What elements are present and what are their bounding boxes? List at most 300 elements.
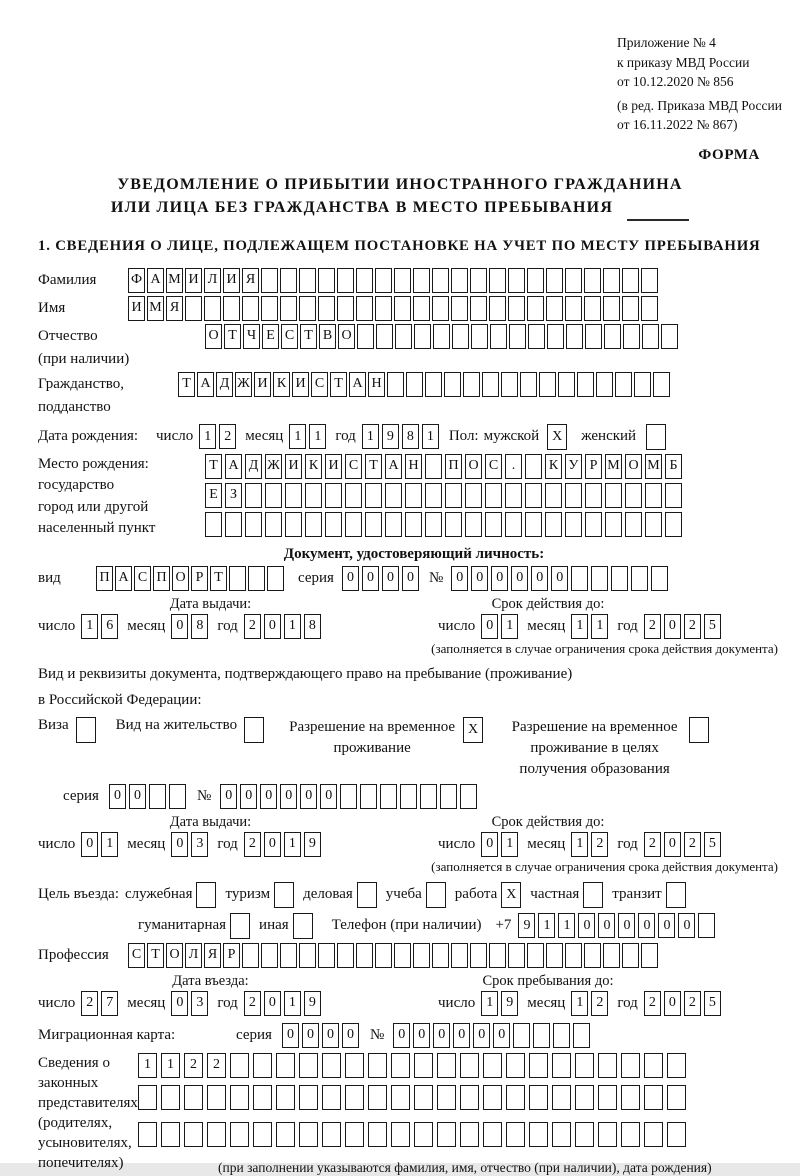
- char-cell[interactable]: [229, 566, 246, 591]
- char-cell[interactable]: [385, 483, 402, 508]
- day-cell[interactable]: 0: [481, 832, 498, 857]
- day-cell[interactable]: 1: [101, 832, 118, 857]
- number-cell[interactable]: [460, 784, 477, 809]
- char-cell[interactable]: [425, 372, 442, 397]
- number-cell[interactable]: [533, 1023, 550, 1048]
- day-cell[interactable]: 1: [481, 991, 498, 1016]
- year-cell[interactable]: 9: [304, 991, 321, 1016]
- char-cell[interactable]: [489, 296, 506, 321]
- char-cell[interactable]: [318, 296, 335, 321]
- year-cell[interactable]: 0: [664, 991, 681, 1016]
- number-cell[interactable]: [611, 566, 628, 591]
- char-cell[interactable]: У: [565, 454, 582, 479]
- char-cell[interactable]: [451, 943, 468, 968]
- year-cell[interactable]: 0: [264, 614, 281, 639]
- year-cell[interactable]: 2: [644, 991, 661, 1016]
- char-cell[interactable]: [483, 1085, 502, 1110]
- series-cell[interactable]: 0: [282, 1023, 299, 1048]
- char-cell[interactable]: [615, 372, 632, 397]
- purpose-private-checkbox[interactable]: [583, 882, 603, 908]
- char-cell[interactable]: [575, 1122, 594, 1147]
- number-cell[interactable]: 0: [491, 566, 508, 591]
- year-cell[interactable]: 0: [264, 991, 281, 1016]
- char-cell[interactable]: [230, 1122, 249, 1147]
- residence-permit-checkbox[interactable]: [244, 717, 264, 743]
- phone-digit-cell[interactable]: 9: [518, 913, 535, 938]
- year-cell[interactable]: 1: [284, 991, 301, 1016]
- char-cell[interactable]: [414, 1053, 433, 1078]
- char-cell[interactable]: [322, 1053, 341, 1078]
- char-cell[interactable]: [622, 268, 639, 293]
- char-cell[interactable]: [242, 296, 259, 321]
- number-cell[interactable]: [573, 1023, 590, 1048]
- series-cell[interactable]: [149, 784, 166, 809]
- number-cell[interactable]: [440, 784, 457, 809]
- char-cell[interactable]: [280, 268, 297, 293]
- char-cell[interactable]: [387, 372, 404, 397]
- month-cell[interactable]: 3: [191, 832, 208, 857]
- char-cell[interactable]: В: [319, 324, 336, 349]
- char-cell[interactable]: [545, 512, 562, 537]
- char-cell[interactable]: [625, 483, 642, 508]
- char-cell[interactable]: [365, 483, 382, 508]
- char-cell[interactable]: [337, 268, 354, 293]
- char-cell[interactable]: [184, 1122, 203, 1147]
- year-cell[interactable]: 1: [284, 614, 301, 639]
- char-cell[interactable]: [483, 1053, 502, 1078]
- series-cell[interactable]: 0: [402, 566, 419, 591]
- char-cell[interactable]: [525, 483, 542, 508]
- char-cell[interactable]: [584, 268, 601, 293]
- year-cell[interactable]: 2: [644, 614, 661, 639]
- char-cell[interactable]: [280, 296, 297, 321]
- temporary-residence-education-checkbox[interactable]: [689, 717, 709, 743]
- purpose-other-checkbox[interactable]: [293, 913, 313, 939]
- char-cell[interactable]: Р: [585, 454, 602, 479]
- char-cell[interactable]: [641, 296, 658, 321]
- purpose-business-checkbox[interactable]: [357, 882, 377, 908]
- number-cell[interactable]: [340, 784, 357, 809]
- series-cell[interactable]: 0: [342, 1023, 359, 1048]
- char-cell[interactable]: [641, 268, 658, 293]
- char-cell[interactable]: [413, 943, 430, 968]
- number-cell[interactable]: 0: [531, 566, 548, 591]
- char-cell[interactable]: [345, 1085, 364, 1110]
- char-cell[interactable]: [622, 296, 639, 321]
- purpose-study-checkbox[interactable]: [426, 882, 446, 908]
- char-cell[interactable]: [391, 1085, 410, 1110]
- char-cell[interactable]: [413, 296, 430, 321]
- char-cell[interactable]: [376, 324, 393, 349]
- year-cell[interactable]: 2: [684, 614, 701, 639]
- char-cell[interactable]: [546, 268, 563, 293]
- char-cell[interactable]: [485, 483, 502, 508]
- char-cell[interactable]: Т: [178, 372, 195, 397]
- char-cell[interactable]: [444, 372, 461, 397]
- day-cell[interactable]: 9: [501, 991, 518, 1016]
- char-cell[interactable]: Е: [262, 324, 279, 349]
- char-cell[interactable]: [508, 943, 525, 968]
- char-cell[interactable]: К: [545, 454, 562, 479]
- char-cell[interactable]: [621, 1053, 640, 1078]
- char-cell[interactable]: [253, 1122, 272, 1147]
- char-cell[interactable]: М: [147, 296, 164, 321]
- char-cell[interactable]: И: [285, 454, 302, 479]
- char-cell[interactable]: С: [281, 324, 298, 349]
- char-cell[interactable]: [261, 943, 278, 968]
- year-cell[interactable]: 2: [684, 991, 701, 1016]
- char-cell[interactable]: [161, 1085, 180, 1110]
- char-cell[interactable]: Т: [330, 372, 347, 397]
- char-cell[interactable]: [299, 1085, 318, 1110]
- char-cell[interactable]: О: [166, 943, 183, 968]
- char-cell[interactable]: Д: [216, 372, 233, 397]
- series-cell[interactable]: 0: [129, 784, 146, 809]
- char-cell[interactable]: [138, 1085, 157, 1110]
- char-cell[interactable]: [565, 512, 582, 537]
- char-cell[interactable]: [552, 1122, 571, 1147]
- char-cell[interactable]: Ч: [243, 324, 260, 349]
- char-cell[interactable]: [385, 512, 402, 537]
- purpose-business-trip-checkbox[interactable]: [196, 882, 216, 908]
- char-cell[interactable]: [322, 1085, 341, 1110]
- month-cell[interactable]: 1: [591, 614, 608, 639]
- char-cell[interactable]: [485, 512, 502, 537]
- char-cell[interactable]: Н: [368, 372, 385, 397]
- month-cell[interactable]: 2: [591, 832, 608, 857]
- char-cell[interactable]: [445, 483, 462, 508]
- char-cell[interactable]: Ж: [235, 372, 252, 397]
- phone-digit-cell[interactable]: 1: [558, 913, 575, 938]
- char-cell[interactable]: .: [505, 454, 522, 479]
- char-cell[interactable]: [375, 268, 392, 293]
- month-cell[interactable]: 8: [191, 614, 208, 639]
- char-cell[interactable]: [413, 268, 430, 293]
- phone-digit-cell[interactable]: 0: [618, 913, 635, 938]
- char-cell[interactable]: [356, 268, 373, 293]
- year-cell[interactable]: 0: [664, 832, 681, 857]
- char-cell[interactable]: Ф: [128, 268, 145, 293]
- char-cell[interactable]: А: [147, 268, 164, 293]
- birth-year-cell[interactable]: 1: [362, 424, 379, 449]
- char-cell[interactable]: [653, 372, 670, 397]
- char-cell[interactable]: [490, 324, 507, 349]
- phone-digit-cell[interactable]: 0: [658, 913, 675, 938]
- char-cell[interactable]: [345, 1122, 364, 1147]
- year-cell[interactable]: 2: [244, 991, 261, 1016]
- char-cell[interactable]: [623, 324, 640, 349]
- number-cell[interactable]: [651, 566, 668, 591]
- char-cell[interactable]: А: [225, 454, 242, 479]
- char-cell[interactable]: [577, 372, 594, 397]
- birth-year-cell[interactable]: 8: [402, 424, 419, 449]
- char-cell[interactable]: [432, 268, 449, 293]
- year-cell[interactable]: 2: [244, 832, 261, 857]
- char-cell[interactable]: [276, 1085, 295, 1110]
- char-cell[interactable]: [204, 296, 221, 321]
- month-cell[interactable]: 1: [571, 832, 588, 857]
- char-cell[interactable]: [508, 268, 525, 293]
- month-cell[interactable]: 2: [591, 991, 608, 1016]
- char-cell[interactable]: [527, 268, 544, 293]
- char-cell[interactable]: [585, 324, 602, 349]
- char-cell[interactable]: [280, 943, 297, 968]
- char-cell[interactable]: [299, 296, 316, 321]
- char-cell[interactable]: [248, 566, 265, 591]
- char-cell[interactable]: [547, 324, 564, 349]
- char-cell[interactable]: [414, 1122, 433, 1147]
- char-cell[interactable]: [451, 296, 468, 321]
- char-cell[interactable]: [644, 1053, 663, 1078]
- number-cell[interactable]: [380, 784, 397, 809]
- char-cell[interactable]: [337, 296, 354, 321]
- char-cell[interactable]: [261, 268, 278, 293]
- year-cell[interactable]: 9: [304, 832, 321, 857]
- year-cell[interactable]: 0: [664, 614, 681, 639]
- char-cell[interactable]: И: [325, 454, 342, 479]
- char-cell[interactable]: Т: [300, 324, 317, 349]
- char-cell[interactable]: [394, 296, 411, 321]
- purpose-humanitarian-checkbox[interactable]: [230, 913, 250, 939]
- char-cell[interactable]: [604, 324, 621, 349]
- char-cell[interactable]: [528, 324, 545, 349]
- char-cell[interactable]: А: [385, 454, 402, 479]
- char-cell[interactable]: [552, 1085, 571, 1110]
- purpose-tourism-checkbox[interactable]: [274, 882, 294, 908]
- year-cell[interactable]: 5: [704, 991, 721, 1016]
- number-cell[interactable]: 0: [451, 566, 468, 591]
- char-cell[interactable]: [625, 512, 642, 537]
- char-cell[interactable]: П: [153, 566, 170, 591]
- number-cell[interactable]: 0: [433, 1023, 450, 1048]
- char-cell[interactable]: [644, 1085, 663, 1110]
- char-cell[interactable]: [527, 943, 544, 968]
- char-cell[interactable]: [584, 943, 601, 968]
- char-cell[interactable]: [603, 268, 620, 293]
- char-cell[interactable]: [575, 1053, 594, 1078]
- char-cell[interactable]: [230, 1053, 249, 1078]
- phone-digit-cell[interactable]: 0: [578, 913, 595, 938]
- char-cell[interactable]: [509, 324, 526, 349]
- char-cell[interactable]: [253, 1053, 272, 1078]
- char-cell[interactable]: К: [273, 372, 290, 397]
- char-cell[interactable]: [368, 1085, 387, 1110]
- char-cell[interactable]: [267, 566, 284, 591]
- char-cell[interactable]: [437, 1085, 456, 1110]
- series-cell[interactable]: 0: [302, 1023, 319, 1048]
- char-cell[interactable]: [465, 512, 482, 537]
- char-cell[interactable]: [368, 1053, 387, 1078]
- number-cell[interactable]: [360, 784, 377, 809]
- char-cell[interactable]: [529, 1053, 548, 1078]
- series-cell[interactable]: 0: [322, 1023, 339, 1048]
- phone-digit-cell[interactable]: 0: [638, 913, 655, 938]
- day-cell[interactable]: 0: [81, 832, 98, 857]
- char-cell[interactable]: [318, 268, 335, 293]
- birth-year-cell[interactable]: 9: [382, 424, 399, 449]
- char-cell[interactable]: [185, 296, 202, 321]
- year-cell[interactable]: 2: [244, 614, 261, 639]
- char-cell[interactable]: [566, 324, 583, 349]
- year-cell[interactable]: 5: [704, 614, 721, 639]
- char-cell[interactable]: [575, 1085, 594, 1110]
- char-cell[interactable]: [325, 512, 342, 537]
- char-cell[interactable]: [471, 324, 488, 349]
- char-cell[interactable]: [489, 943, 506, 968]
- char-cell[interactable]: [138, 1122, 157, 1147]
- char-cell[interactable]: Т: [365, 454, 382, 479]
- char-cell[interactable]: [245, 512, 262, 537]
- temporary-residence-checkbox[interactable]: X: [463, 717, 483, 743]
- char-cell[interactable]: А: [349, 372, 366, 397]
- char-cell[interactable]: [395, 324, 412, 349]
- char-cell[interactable]: И: [128, 296, 145, 321]
- day-cell[interactable]: 6: [101, 614, 118, 639]
- char-cell[interactable]: И: [254, 372, 271, 397]
- char-cell[interactable]: [661, 324, 678, 349]
- char-cell[interactable]: [645, 512, 662, 537]
- char-cell[interactable]: [305, 483, 322, 508]
- char-cell[interactable]: [667, 1053, 686, 1078]
- char-cell[interactable]: 1: [138, 1053, 157, 1078]
- char-cell[interactable]: К: [305, 454, 322, 479]
- birth-month-cell[interactable]: 1: [289, 424, 306, 449]
- char-cell[interactable]: [520, 372, 537, 397]
- number-cell[interactable]: [513, 1023, 530, 1048]
- year-cell[interactable]: 5: [704, 832, 721, 857]
- number-cell[interactable]: 0: [320, 784, 337, 809]
- char-cell[interactable]: [285, 483, 302, 508]
- day-cell[interactable]: 1: [501, 614, 518, 639]
- char-cell[interactable]: Т: [210, 566, 227, 591]
- char-cell[interactable]: [506, 1053, 525, 1078]
- char-cell[interactable]: Т: [147, 943, 164, 968]
- char-cell[interactable]: [425, 512, 442, 537]
- char-cell[interactable]: [325, 483, 342, 508]
- char-cell[interactable]: С: [345, 454, 362, 479]
- char-cell[interactable]: [445, 512, 462, 537]
- char-cell[interactable]: [394, 943, 411, 968]
- char-cell[interactable]: [299, 1122, 318, 1147]
- char-cell[interactable]: [414, 1085, 433, 1110]
- number-cell[interactable]: 0: [471, 566, 488, 591]
- char-cell[interactable]: Р: [223, 943, 240, 968]
- number-cell[interactable]: [591, 566, 608, 591]
- number-cell[interactable]: 0: [453, 1023, 470, 1048]
- char-cell[interactable]: [245, 483, 262, 508]
- char-cell[interactable]: [356, 943, 373, 968]
- char-cell[interactable]: [545, 483, 562, 508]
- char-cell[interactable]: [299, 943, 316, 968]
- char-cell[interactable]: [337, 943, 354, 968]
- char-cell[interactable]: [667, 1085, 686, 1110]
- char-cell[interactable]: [641, 943, 658, 968]
- char-cell[interactable]: [501, 372, 518, 397]
- char-cell[interactable]: А: [115, 566, 132, 591]
- number-cell[interactable]: 0: [280, 784, 297, 809]
- char-cell[interactable]: [482, 372, 499, 397]
- number-cell[interactable]: [400, 784, 417, 809]
- char-cell[interactable]: [552, 1053, 571, 1078]
- char-cell[interactable]: [285, 512, 302, 537]
- char-cell[interactable]: [406, 372, 423, 397]
- char-cell[interactable]: [605, 512, 622, 537]
- char-cell[interactable]: [276, 1122, 295, 1147]
- char-cell[interactable]: [357, 324, 374, 349]
- purpose-transit-checkbox[interactable]: [666, 882, 686, 908]
- year-cell[interactable]: 2: [684, 832, 701, 857]
- series-cell[interactable]: 0: [382, 566, 399, 591]
- char-cell[interactable]: [161, 1122, 180, 1147]
- char-cell[interactable]: [460, 1053, 479, 1078]
- char-cell[interactable]: [634, 372, 651, 397]
- char-cell[interactable]: Н: [405, 454, 422, 479]
- char-cell[interactable]: [529, 1122, 548, 1147]
- char-cell[interactable]: С: [134, 566, 151, 591]
- number-cell[interactable]: 0: [240, 784, 257, 809]
- char-cell[interactable]: Д: [245, 454, 262, 479]
- phone-digit-cell[interactable]: 0: [678, 913, 695, 938]
- char-cell[interactable]: [261, 296, 278, 321]
- char-cell[interactable]: [505, 512, 522, 537]
- char-cell[interactable]: О: [465, 454, 482, 479]
- char-cell[interactable]: [603, 296, 620, 321]
- char-cell[interactable]: [667, 1122, 686, 1147]
- char-cell[interactable]: [463, 372, 480, 397]
- char-cell[interactable]: [207, 1085, 226, 1110]
- char-cell[interactable]: [508, 296, 525, 321]
- char-cell[interactable]: [585, 512, 602, 537]
- char-cell[interactable]: [425, 483, 442, 508]
- char-cell[interactable]: М: [166, 268, 183, 293]
- char-cell[interactable]: Т: [224, 324, 241, 349]
- char-cell[interactable]: [432, 296, 449, 321]
- series-cell[interactable]: 0: [342, 566, 359, 591]
- char-cell[interactable]: С: [128, 943, 145, 968]
- char-cell[interactable]: [546, 296, 563, 321]
- char-cell[interactable]: [465, 483, 482, 508]
- char-cell[interactable]: [322, 1122, 341, 1147]
- char-cell[interactable]: Л: [185, 943, 202, 968]
- char-cell[interactable]: И: [185, 268, 202, 293]
- char-cell[interactable]: [437, 1053, 456, 1078]
- char-cell[interactable]: [375, 943, 392, 968]
- char-cell[interactable]: [598, 1085, 617, 1110]
- char-cell[interactable]: [642, 324, 659, 349]
- birth-day-cell[interactable]: 2: [219, 424, 236, 449]
- char-cell[interactable]: [345, 1053, 364, 1078]
- char-cell[interactable]: [318, 943, 335, 968]
- char-cell[interactable]: [265, 483, 282, 508]
- char-cell[interactable]: [529, 1085, 548, 1110]
- char-cell[interactable]: С: [485, 454, 502, 479]
- day-cell[interactable]: 1: [501, 832, 518, 857]
- month-cell[interactable]: 0: [171, 832, 188, 857]
- char-cell[interactable]: Я: [204, 943, 221, 968]
- number-cell[interactable]: 0: [551, 566, 568, 591]
- char-cell[interactable]: [483, 1122, 502, 1147]
- number-cell[interactable]: [571, 566, 588, 591]
- char-cell[interactable]: О: [172, 566, 189, 591]
- number-cell[interactable]: 0: [300, 784, 317, 809]
- char-cell[interactable]: [621, 1122, 640, 1147]
- char-cell[interactable]: [452, 324, 469, 349]
- char-cell[interactable]: Л: [204, 268, 221, 293]
- char-cell[interactable]: [622, 943, 639, 968]
- char-cell[interactable]: [505, 483, 522, 508]
- char-cell[interactable]: З: [225, 483, 242, 508]
- phone-digit-cell[interactable]: [698, 913, 715, 938]
